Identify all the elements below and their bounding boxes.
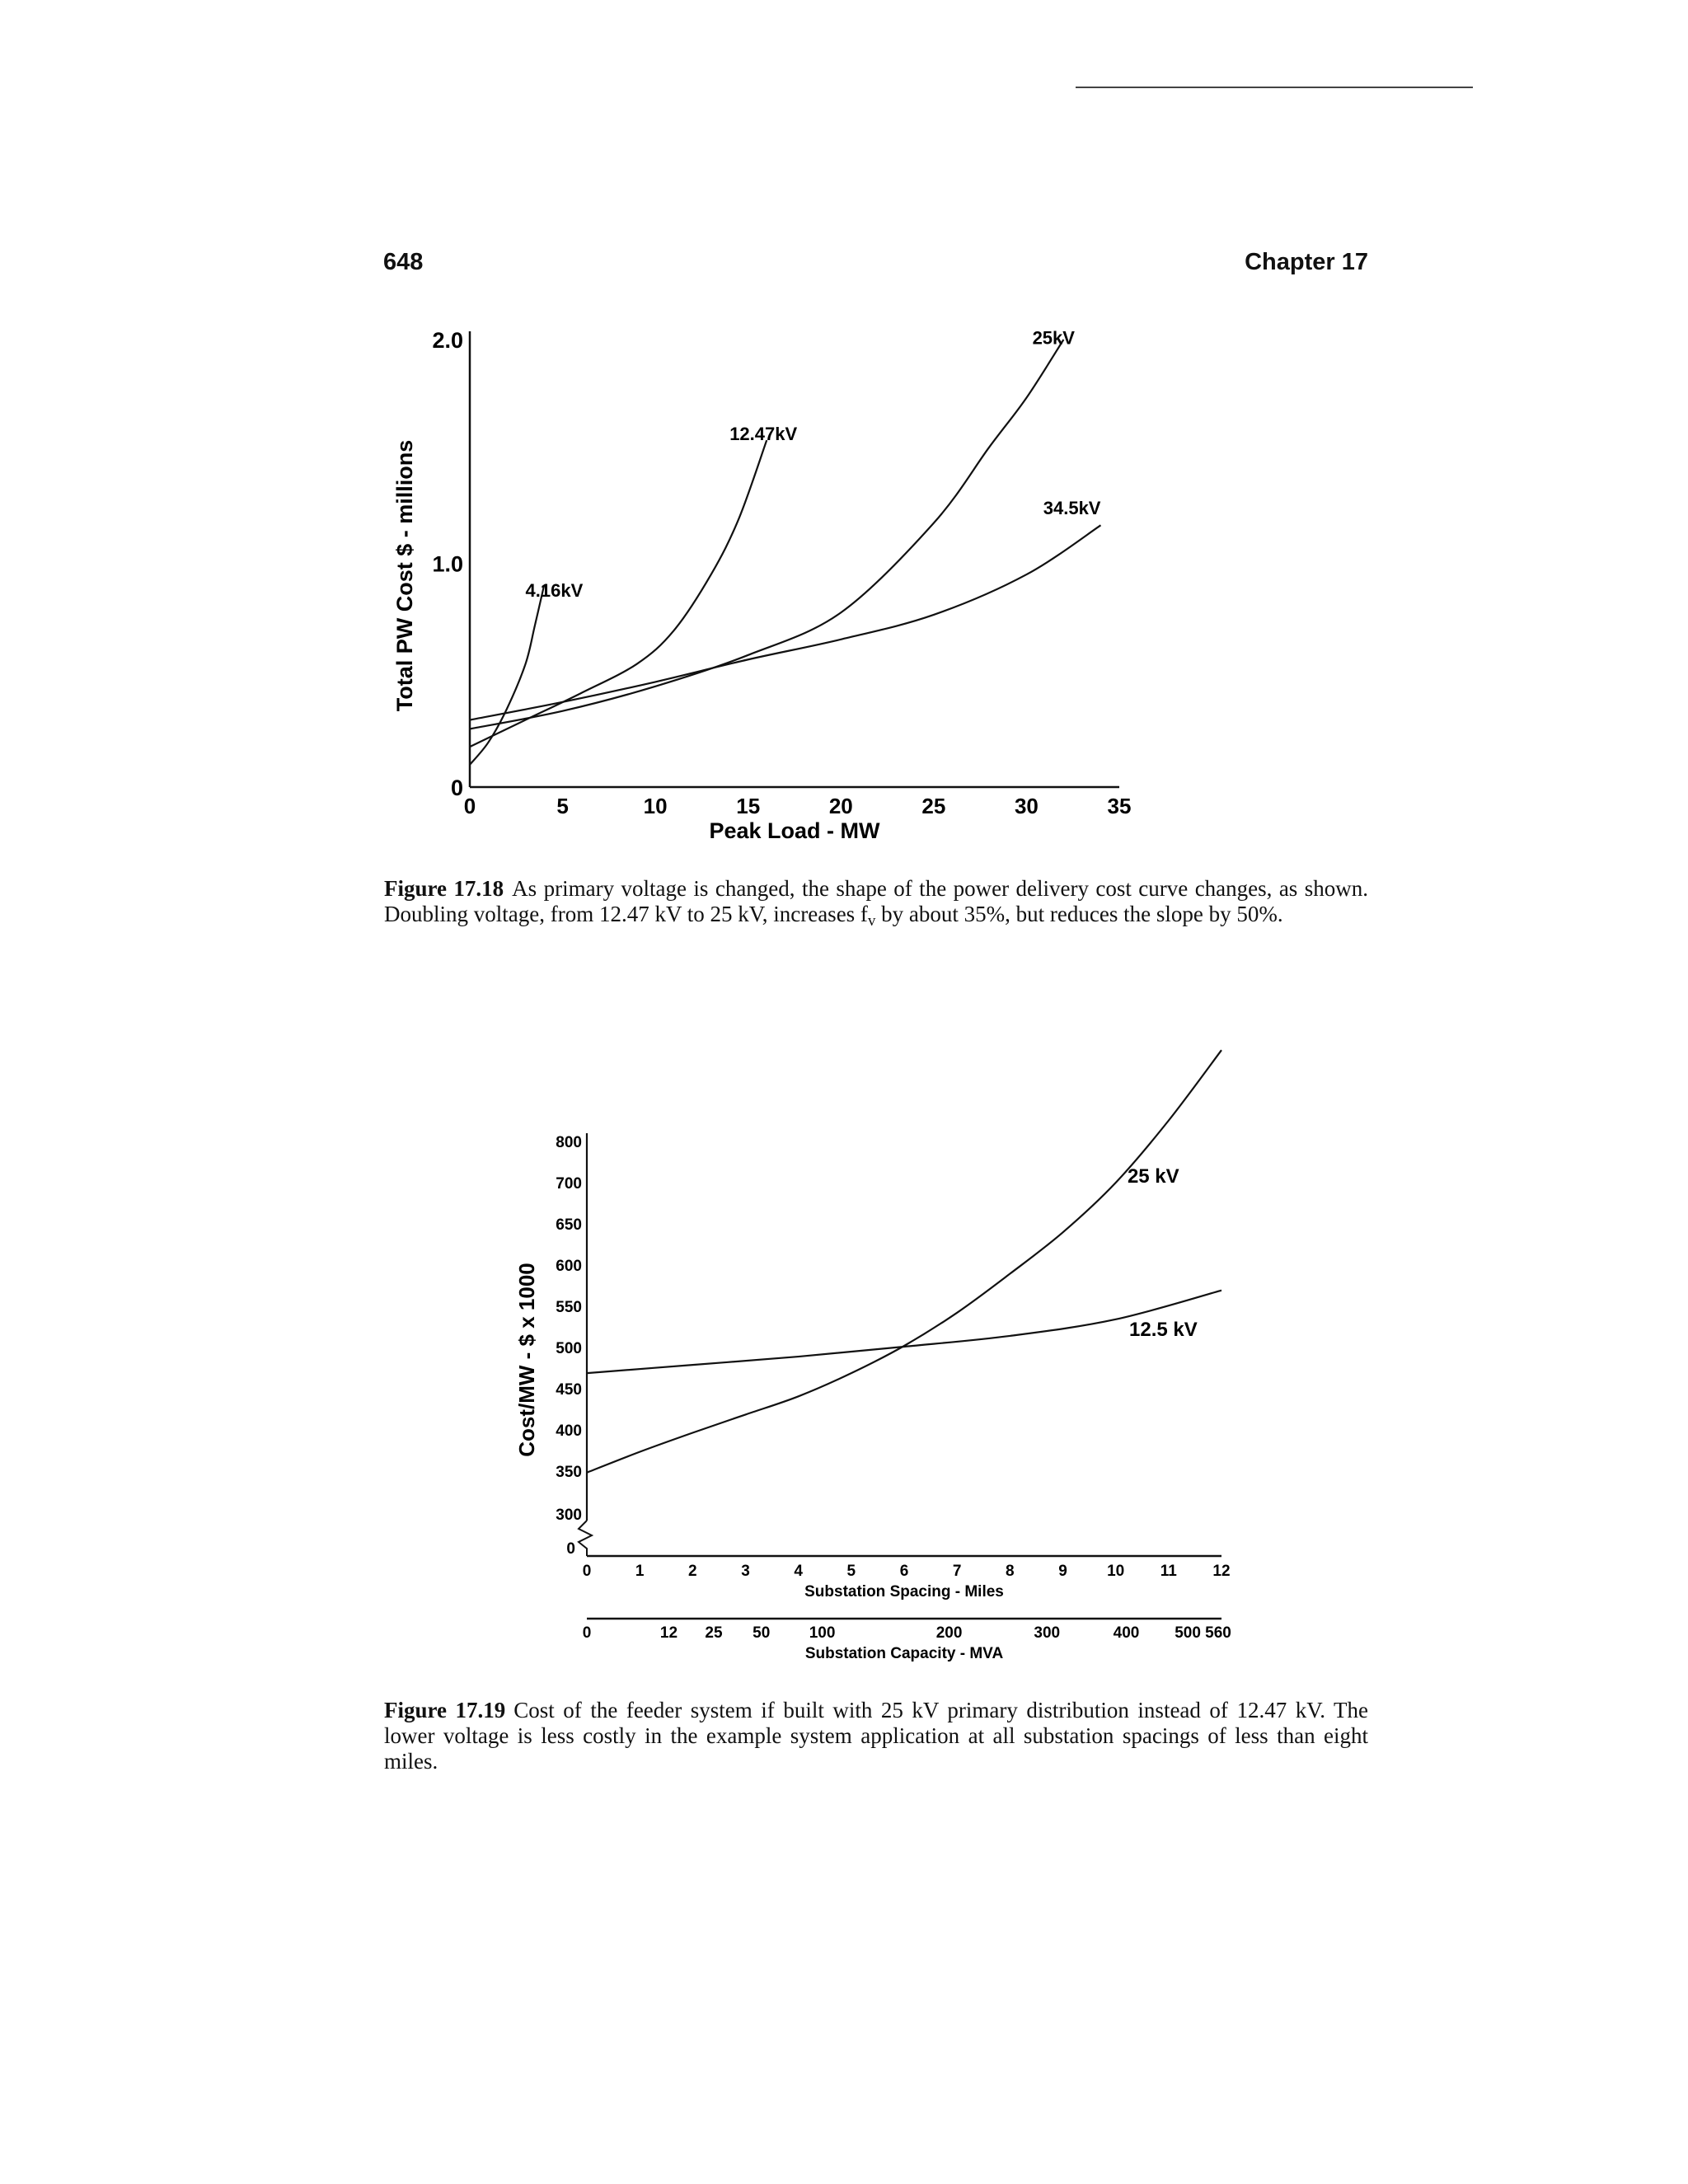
x-tick-label: 35 [1107,794,1132,818]
x-tick-label: 5 [556,794,569,818]
x-tick-label: 0 [463,794,476,818]
x-tick-label: 11 [1160,1563,1177,1580]
x-tick-label: 10 [1107,1563,1125,1580]
y-axis-label: Total PW Cost $ - millions [392,439,417,712]
y-tick-label: 650 [556,1216,582,1234]
chapter-label: Chapter 17 [1245,249,1368,275]
secondary-x-tick-label: 500 560 [1175,1624,1231,1642]
secondary-x-axis-label: Substation Capacity - MVA [804,1645,1004,1662]
x-tick-label: 3 [741,1563,750,1580]
x-tick-label: 4 [794,1563,803,1580]
y-tick-label: 400 [556,1422,582,1440]
y-tick-label: 350 [556,1464,582,1481]
caption-text-end: by about 35%, but reduces the slope by 50%. [875,902,1283,926]
x-axis-label: Substation Spacing - Miles [804,1583,1004,1601]
x-tick-label: 8 [1006,1563,1015,1580]
x-tick-label: 30 [1014,794,1039,818]
x-tick-label: 1 [635,1563,645,1580]
y-tick-label: 300 [556,1507,582,1524]
page-number: 648 [383,249,424,275]
y-break-label: 0 [566,1540,575,1558]
y-tick-label: 500 [556,1340,582,1357]
secondary-x-tick-label: 25 [705,1624,723,1642]
series-label: 12.5 kV [1129,1318,1198,1341]
secondary-x-tick-label: 100 [809,1624,836,1642]
series-label: 4.16kV [525,580,584,602]
y-tick-label: 800 [556,1134,582,1151]
x-tick-label: 25 [921,794,946,818]
series-line [587,1291,1221,1374]
series-label: 25 kV [1127,1165,1179,1188]
x-tick-label: 2 [688,1563,697,1580]
figure-number: Figure 17.18 [384,876,504,901]
y-tick-label: 600 [556,1258,582,1275]
series-label: 12.47kV [729,424,798,445]
x-tick-label: 15 [736,794,761,818]
axis-break-mark [579,1521,592,1556]
y-tick-label: 550 [556,1299,582,1316]
x-tick-label: 12 [1212,1563,1231,1580]
x-tick-label: 6 [899,1563,909,1580]
series-label: 34.5kV [1043,497,1101,518]
y-tick-label: 2.0 [432,328,463,353]
x-axis-label: Peak Load - MW [709,818,880,843]
series-label: 25kV [1032,327,1075,349]
secondary-x-tick-label: 400 [1113,1624,1140,1642]
y-tick-label: 700 [556,1175,582,1193]
x-tick-label: 20 [828,794,853,818]
x-tick-label: 0 [582,1563,592,1580]
series-line [587,1050,1221,1473]
caption-subscript: v [867,912,876,930]
y-tick-label: 450 [556,1381,582,1399]
secondary-x-tick-label: 12 [659,1624,678,1642]
secondary-x-tick-label: 50 [753,1624,771,1642]
secondary-x-tick-label: 0 [582,1624,592,1642]
x-tick-label: 5 [846,1563,856,1580]
x-tick-label: 10 [643,794,668,818]
caption-text: Cost of the feeder system if built with 25 kV primary distribution instead of 12.47 kV. The lower voltage is less costly in the example system application at all substation spacings of less than eight miles. [384,1698,1368,1774]
secondary-x-tick-label: 300 [1034,1624,1061,1642]
y-axis-label: Cost/MW - $ x 1000 [514,1263,539,1457]
x-tick-label: 7 [952,1563,962,1580]
y-tick-label: 1.0 [432,551,463,577]
secondary-x-tick-label: 200 [935,1624,963,1642]
figure-17-19-caption [384,1698,1368,1774]
caption-text: As primary voltage is changed, the shape of the power delivery cost curve changes, as shown. Doubling voltage, from 12.47 kV to 25 kV, increases f [384,876,1368,926]
x-tick-label: 9 [1058,1563,1067,1580]
figure-number: Figure 17.19 [384,1698,506,1722]
y-tick-label: 0 [450,776,463,800]
